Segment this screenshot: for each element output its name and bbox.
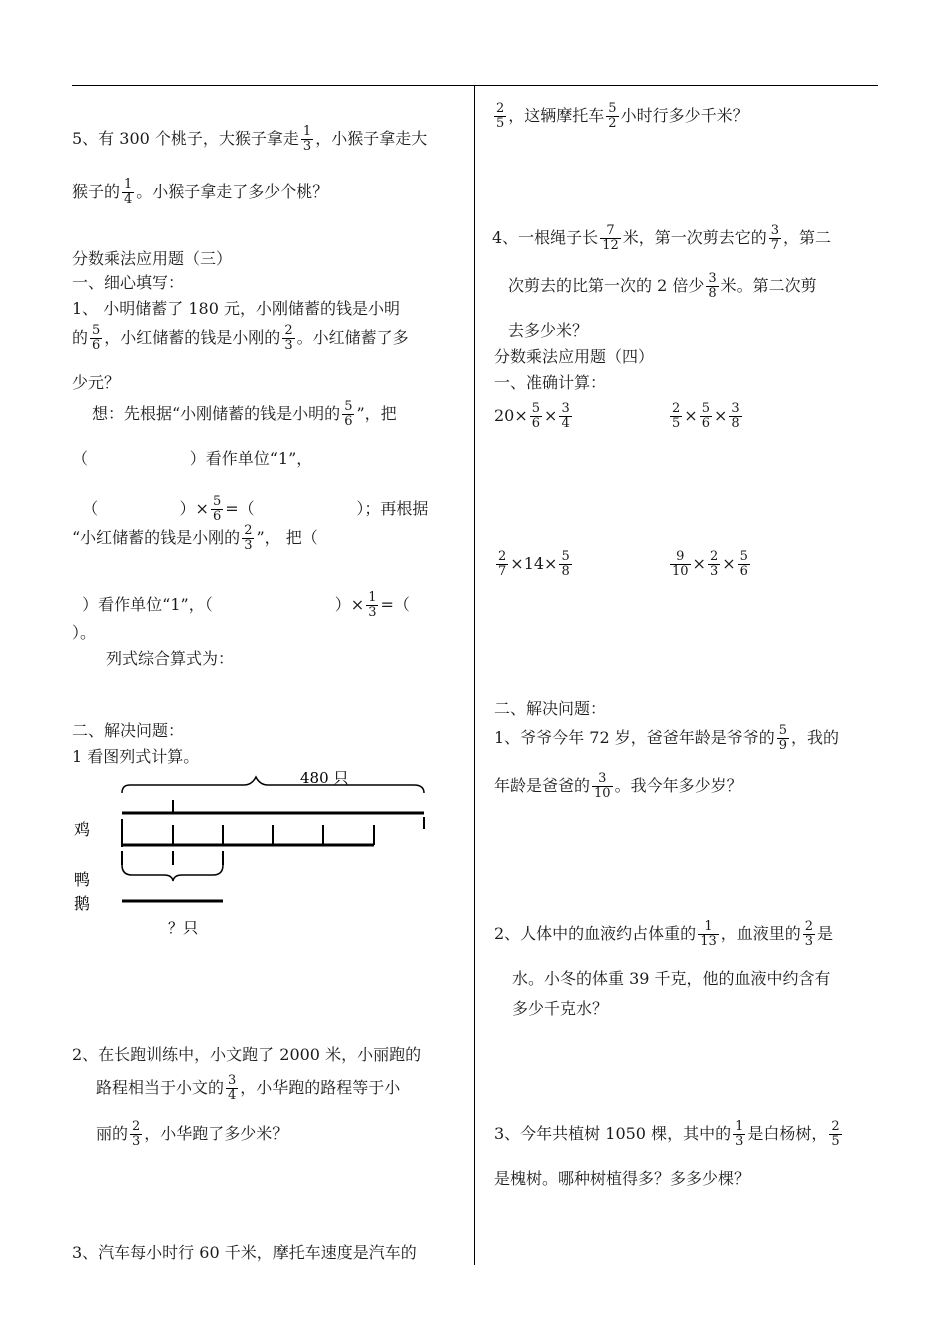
right-p3-line1: 3、今年共植树 1050 棵，其中的 $\frac{1}{3}$ 是白杨树， $\frac{2}{5}$	[494, 1119, 840, 1149]
right-q4-line2: 次剪去的比第一次的 2 倍少 $\frac{3}{8}$ 米。第二次剪	[508, 271, 817, 301]
section-4-title: 分数乘法应用题（四）	[494, 347, 655, 366]
right-q4-line1: 4、一根绳子长 $\frac{7}{12}$ 米，第一次剪去它的 $\frac{3}{7}$ ，第二	[492, 223, 832, 253]
fraction: $\frac{1}{3}$	[302, 124, 312, 154]
left-q1-line1: 1、 小明储蓄了 180 元，小刚储蓄的钱是小明	[72, 299, 400, 318]
left-q5-line2: 猴子的 $\frac{1}{4}$ 。小猴子拿走了多少个桃？	[72, 177, 329, 207]
left-q1-hint1: 想：先根据“小刚储蓄的钱是小明的 $\frac{5}{6}$ ”，把	[92, 399, 397, 429]
right-p1-line1: 1、爷爷今年 72 岁，爸爸年龄是爷爷的 $\frac{5}{9}$ ，我的	[494, 723, 840, 753]
fraction: $\frac{1}{4}$	[124, 177, 133, 207]
calc-1: 20× $\frac{5}{6}$ × $\frac{3}{4}$	[494, 401, 570, 431]
left-q3-line1: 3、汽车每小时行 60 千米，摩托车速度是汽车的	[72, 1243, 417, 1262]
right-subheading-2: 二、解决问题：	[494, 699, 607, 718]
left-q1-hint4: “小红储蓄的钱是小刚的 $\frac{2}{3}$ ”， 把（	[72, 523, 318, 553]
diagram-title: 1 看图列式计算。	[72, 747, 200, 766]
calc-3: $\frac{2}{7}$ ×14× $\frac{5}{8}$	[498, 549, 570, 579]
left-q2-line1: 2、在长跑训练中，小文跑了 2000 米，小丽跑的	[72, 1045, 422, 1064]
top-rule	[72, 85, 878, 86]
left-q1-hint7: 列式综合算式为：	[106, 649, 235, 668]
total-brace	[122, 777, 424, 793]
left-q1-line2: 的 $\frac{5}{6}$ ，小红储蓄的钱是小刚的 $\frac{2}{3}$ 。小红储蓄了多	[72, 323, 409, 353]
calc-2: $\frac{2}{5}$ × $\frac{5}{6}$ × $\frac{3}{8}$	[672, 401, 740, 431]
segment-diagram	[72, 765, 452, 945]
unknown-label: ？只	[168, 919, 199, 937]
left-q2-line2: 路程相当于小文的 $\frac{3}{4}$ ，小华跑的路程等于小	[96, 1073, 401, 1103]
duck-label: 鸭	[74, 870, 91, 889]
right-subheading-1: 一、准确计算：	[494, 373, 607, 392]
goose-label: 鹅	[74, 894, 91, 913]
total-label: 480 只	[300, 769, 349, 787]
right-p1-line2: 年龄是爸爸的 $\frac{3}{10}$ 。我今年多少岁？	[494, 771, 743, 801]
left-subheading-2: 二、解决问题：	[72, 721, 185, 740]
duck-brace	[122, 865, 223, 881]
right-p2-line1: 2、人体中的血液约占体重的 $\frac{1}{13}$ ，血液里的 $\frac{2}{3}$ 是	[494, 919, 834, 949]
right-p2-line2: 水。小冬的体重 39 千克，他的血液中约含有	[512, 969, 831, 988]
left-q1-hint5: ）看作单位“1”，（ ）× $\frac{1}{3}$ =（	[82, 590, 410, 620]
left-q2-line3: 丽的 $\frac{2}{3}$ ，小华跑了多少米？	[96, 1119, 289, 1149]
left-q1-hint6: ）。	[72, 623, 97, 642]
right-p2-line3: 多少千克水？	[512, 999, 609, 1018]
section-3-title: 分数乘法应用题（三）	[72, 249, 233, 268]
left-q5-line1: 5、有 300 个桃子，大猴子拿走 $\frac{1}{3}$ ，小猴子拿走大	[72, 124, 428, 154]
column-divider	[474, 85, 475, 1265]
right-q4-line3: 去多少米？	[508, 321, 589, 340]
chicken-label: 鸡	[74, 820, 91, 839]
calc-4: $\frac{9}{10}$ × $\frac{2}{3}$ × $\frac{5}{6}$	[672, 549, 748, 579]
left-q1-hint2: （ ）看作单位“1”，	[72, 449, 313, 468]
right-q3-continued: $\frac{2}{5}$ ，这辆摩托车 $\frac{5}{2}$ 小时行多少千米？	[496, 101, 749, 131]
left-q1-line3: 少元？	[72, 373, 121, 392]
right-p3-line2: 是槐树。哪种树植得多？多多少棵？	[494, 1169, 751, 1188]
left-subheading-1: 一、细心填写：	[72, 273, 185, 292]
left-q1-hint3: （ ）× $\frac{5}{6}$ =（ ）；再根据	[82, 494, 429, 524]
